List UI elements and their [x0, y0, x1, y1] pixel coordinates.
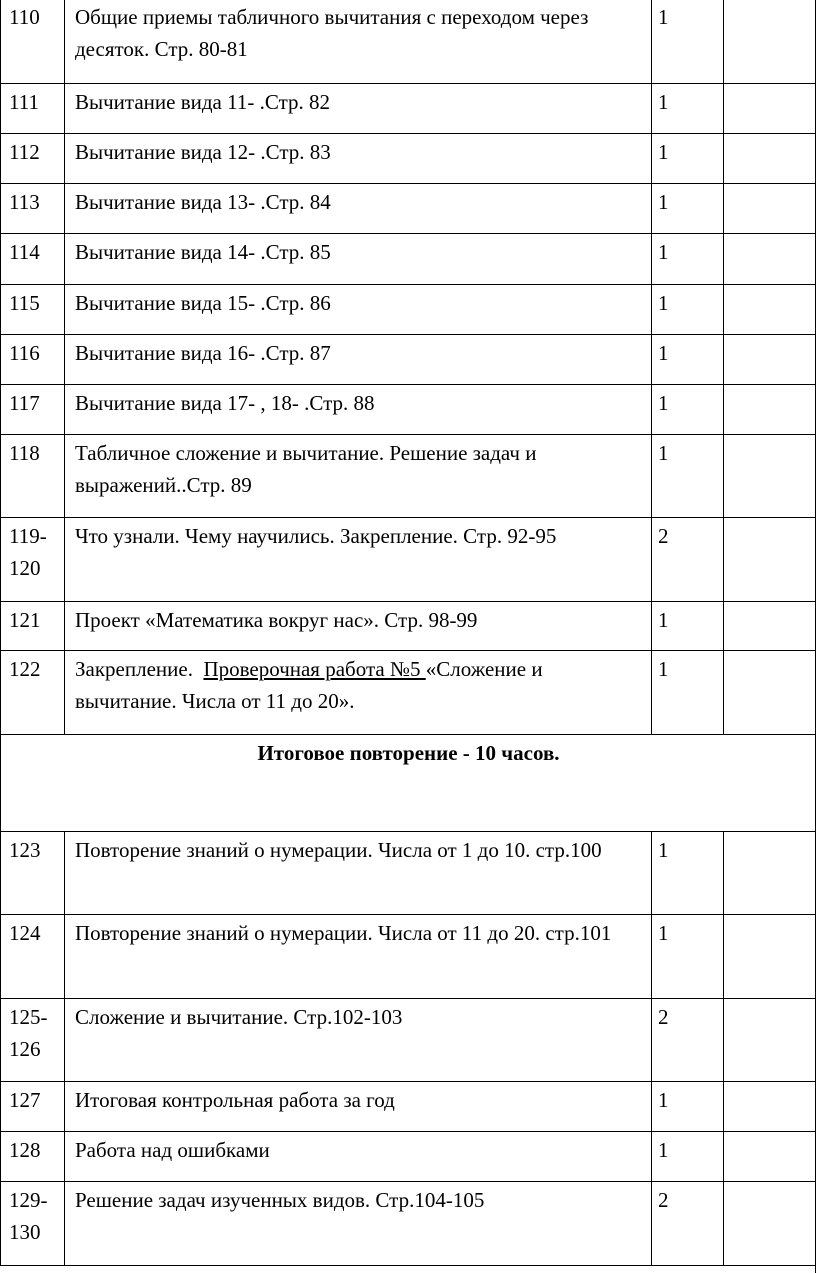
table-row	[1, 134, 816, 184]
lesson-date	[724, 435, 816, 518]
lesson-date	[724, 999, 816, 1082]
lesson-topic: Повторение знаний о нумерации. Числа от 1 до 10. стр.100	[65, 832, 652, 915]
lesson-number: 122	[1, 651, 65, 735]
lesson-hours: 2	[652, 1182, 724, 1266]
lesson-topic: Работа над ошибками	[65, 1132, 652, 1182]
table-row	[1, 84, 816, 134]
lesson-topic: Вычитание вида 12- .Стр. 83	[65, 134, 652, 184]
lesson-number: 127	[1, 1082, 65, 1132]
lesson-topic	[65, 651, 652, 735]
lesson-number: 124	[1, 915, 65, 999]
table-row	[1, 435, 816, 518]
lesson-hours: 2	[652, 999, 724, 1082]
lesson-hours: 1	[652, 385, 724, 435]
lesson-topic: Что узнали. Чему научились. Закрепление. Стр. 92-95	[65, 518, 652, 602]
lesson-number: 119- 120	[1, 518, 65, 602]
lesson-hours: 1	[652, 1082, 724, 1132]
lesson-topic: Табличное сложение и вычитание. Решение задач и выражений..Стр. 89	[65, 435, 652, 518]
lesson-date	[724, 134, 816, 184]
lesson-number: 115	[1, 285, 65, 335]
lesson-hours: 2	[652, 518, 724, 602]
lesson-date	[724, 602, 816, 651]
table-row	[1, 1132, 816, 1182]
lesson-number: 128	[1, 1132, 65, 1182]
lesson-topic: Вычитание вида 11- .Стр. 82	[65, 84, 652, 134]
table-row	[1, 915, 816, 999]
lesson-number: 114	[1, 234, 65, 285]
lesson-number: 111	[1, 84, 65, 134]
lesson-topic: Вычитание вида 17- , 18- .Стр. 88	[65, 385, 652, 435]
lesson-topic: Вычитание вида 14- .Стр. 85	[65, 234, 652, 285]
lesson-date	[724, 1182, 816, 1266]
lesson-date	[724, 1082, 816, 1132]
lesson-topic: Решение задач изученных видов. Стр.104-105	[65, 1182, 652, 1266]
table-row	[1, 602, 816, 651]
lesson-date	[724, 518, 816, 602]
lesson-hours: 1	[652, 832, 724, 915]
lesson-topic: Вычитание вида 16- .Стр. 87	[65, 335, 652, 385]
lesson-hours: 1	[652, 602, 724, 651]
lesson-number: 116	[1, 335, 65, 385]
lesson-date	[724, 832, 816, 915]
table-row	[1, 999, 816, 1082]
lesson-hours: 1	[652, 0, 724, 84]
lesson-date	[724, 651, 816, 735]
lesson-hours: 1	[652, 234, 724, 285]
lesson-topic: Проект «Математика вокруг нас». Стр. 98-99	[65, 602, 652, 651]
lesson-topic: Итоговая контрольная работа за год	[65, 1082, 652, 1132]
lesson-date	[724, 0, 816, 84]
lesson-number: 110	[1, 0, 65, 84]
lesson-hours: 1	[652, 1132, 724, 1182]
table-row	[1, 285, 816, 335]
lesson-topic: Вычитание вида 15- .Стр. 86	[65, 285, 652, 335]
test-work-link[interactable]: Проверочная работа №5	[203, 657, 426, 681]
table-row	[1, 335, 816, 385]
lesson-hours: 1	[652, 651, 724, 735]
section-row	[1, 735, 816, 832]
lesson-number: 121	[1, 602, 65, 651]
lesson-date	[724, 84, 816, 134]
table-row	[1, 1082, 816, 1132]
lesson-date	[724, 234, 816, 285]
table-row	[1, 385, 816, 435]
lesson-number: 125- 126	[1, 999, 65, 1082]
lesson-number: 129- 130	[1, 1182, 65, 1266]
table-row	[1, 518, 816, 602]
lesson-hours: 1	[652, 335, 724, 385]
lesson-topic: Общие приемы табличного вычитания с переходом через десяток. Стр. 80-81	[65, 0, 652, 84]
lesson-number: 113	[1, 184, 65, 234]
lesson-hours: 1	[652, 134, 724, 184]
table-row	[1, 1182, 816, 1266]
lesson-date	[724, 385, 816, 435]
lesson-number: 112	[1, 134, 65, 184]
table-row	[1, 651, 816, 735]
lesson-date	[724, 915, 816, 999]
lesson-number: 117	[1, 385, 65, 435]
lesson-number: 118	[1, 435, 65, 518]
lesson-hours: 1	[652, 285, 724, 335]
lesson-date	[724, 1132, 816, 1182]
lesson-topic: Вычитание вида 13- .Стр. 84	[65, 184, 652, 234]
topic-suffix: «Сложение и вычитание. Числа от 11 до 20».	[75, 657, 543, 713]
lesson-plan-body	[1, 0, 816, 1266]
table-row	[1, 0, 816, 84]
lesson-number: 123	[1, 832, 65, 915]
lesson-topic: Повторение знаний о нумерации. Числа от 11 до 20. стр.101	[65, 915, 652, 999]
topic-prefix: Закрепление.	[75, 657, 204, 681]
table-row	[1, 234, 816, 285]
lesson-date	[724, 285, 816, 335]
table-row	[1, 832, 816, 915]
lesson-hours: 1	[652, 184, 724, 234]
table-row	[1, 184, 816, 234]
lesson-date	[724, 335, 816, 385]
section-title: Итоговое повторение - 10 часов.	[1, 735, 816, 832]
lesson-topic: Сложение и вычитание. Стр.102-103	[65, 999, 652, 1082]
lesson-hours: 1	[652, 84, 724, 134]
lesson-hours: 1	[652, 435, 724, 518]
lesson-hours: 1	[652, 915, 724, 999]
lesson-date	[724, 184, 816, 234]
